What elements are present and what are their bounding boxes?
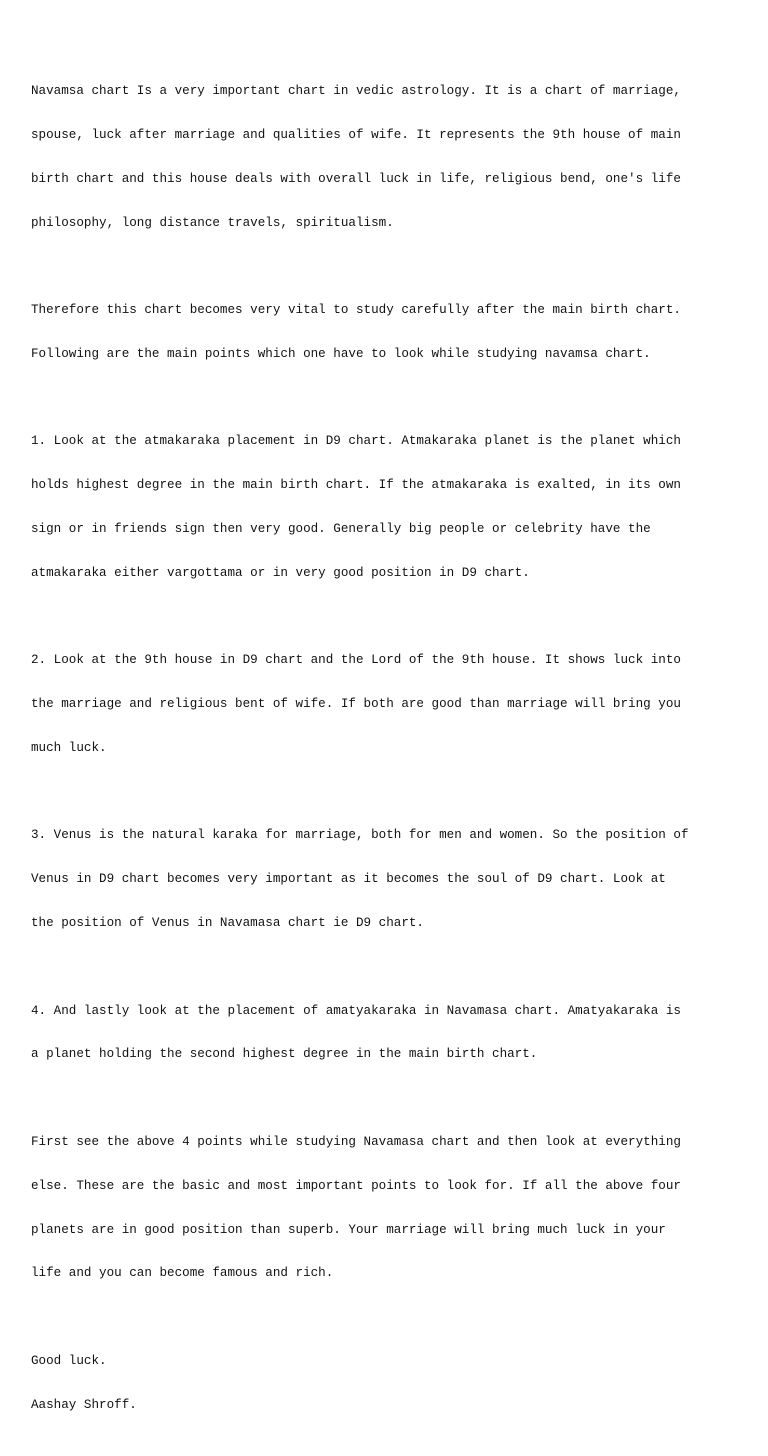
text-line: planets are in good position than superb. Your marriage will bring much luck in your [31, 1222, 666, 1237]
paragraph-therefore [31, 274, 736, 391]
paragraph-point-2 [31, 624, 736, 785]
text-line: philosophy, long distance travels, spiritualism. [31, 215, 394, 230]
text-line: spouse, luck after marriage and qualities of wife. It represents the 9th house of main [31, 127, 681, 142]
text-line: life and you can become famous and rich. [31, 1266, 334, 1281]
text-line: 1. Look at the atmakaraka placement in D9 chart. Atmakaraka planet is the planet which [31, 434, 681, 449]
text-line: 4. And lastly look at the placement of amatyakaraka in Navamasa chart. Amatyakaraka is [31, 1003, 681, 1018]
text-line: First see the above 4 points while studying Navamasa chart and then look at everything [31, 1134, 681, 1149]
text-line: the marriage and religious bent of wife. If both are good than marriage will bring you [31, 697, 681, 712]
paragraph-point-1 [31, 405, 736, 609]
paragraph-point-3 [31, 799, 736, 960]
text-line: 3. Venus is the natural karaka for marriage, both for men and women. So the position of [31, 828, 689, 843]
paragraph-intro [31, 55, 736, 259]
paragraph-point-4 [31, 974, 736, 1091]
text-line: the position of Venus in Navamasa chart ie D9 chart. [31, 916, 424, 931]
text-line: sign or in friends sign then very good. Generally big people or celebrity have the [31, 522, 651, 536]
author-name: Aashay Shroff. [31, 1397, 137, 1412]
text-line: else. These are the basic and most important points to look for. If all the above four [31, 1178, 681, 1193]
text-line: holds highest degree in the main birth chart. If the atmakaraka is exalted, in its own [31, 478, 681, 493]
text-line: birth chart and this house deals with overall luck in life, religious bend, one's life [31, 171, 681, 186]
text-line: much luck. [31, 740, 107, 755]
signature-block [31, 1325, 736, 1442]
paragraph-summary [31, 1106, 736, 1310]
closing-text: Good luck. [31, 1353, 107, 1368]
text-line: Venus in D9 chart becomes very important as it becomes the soul of D9 chart. Look at [31, 872, 666, 887]
text-line: 2. Look at the 9th house in D9 chart and the Lord of the 9th house. It shows luck into [31, 653, 681, 668]
text-line: atmakaraka either vargottama or in very good position in D9 chart. [31, 565, 530, 580]
text-line: Following are the main points which one have to look while studying navamsa chart. [31, 346, 651, 361]
text-line: Navamsa chart Is a very important chart in vedic astrology. It is a chart of marriage, [31, 84, 681, 99]
text-line: Therefore this chart becomes very vital to study carefully after the main birth chart. [31, 303, 681, 318]
document-body [31, 55, 736, 1456]
text-line: a planet holding the second highest degree in the main birth chart. [31, 1047, 538, 1062]
